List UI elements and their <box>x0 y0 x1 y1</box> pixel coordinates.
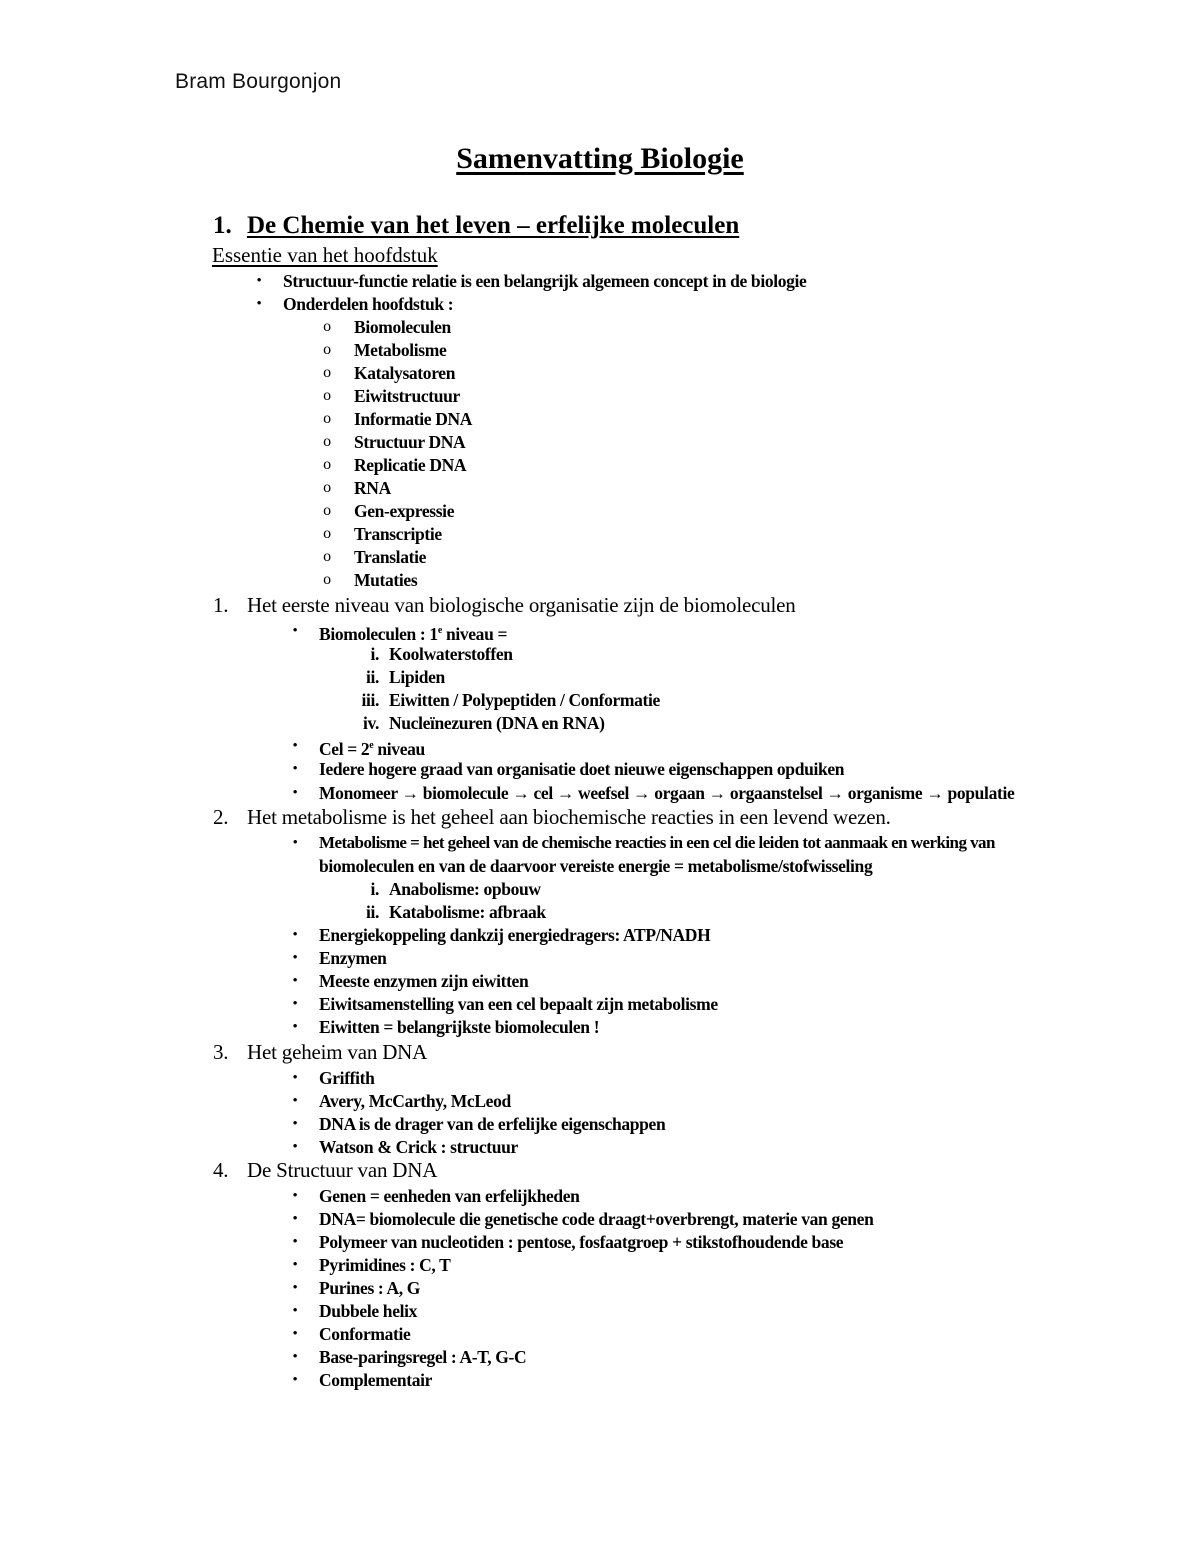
list-item: o Mutaties <box>354 569 417 591</box>
list-item: • Eiwitten = belangrijkste biomoleculen ! <box>319 1016 599 1038</box>
bullet-icon: • <box>292 996 298 1012</box>
bullet-icon: • <box>292 1019 298 1035</box>
list-item: • Biomoleculen : 1e niveau = <box>319 620 507 645</box>
bullet-icon: • <box>292 1116 298 1132</box>
list-item: o Gen-expressie <box>354 500 454 522</box>
list-item: • Cel = $2^e$ niveau <box>319 735 425 760</box>
list-item: • Eiwitsamenstelling van een cel bepaalt zijn metabolisme <box>319 993 718 1015</box>
bullet-icon: • <box>292 950 298 966</box>
chapter-heading <box>213 212 739 240</box>
list-item: • DNA= biomolecule die genetische code draagt+overbrengt, materie van genen <box>319 1208 873 1230</box>
bullet-icon: • <box>292 1139 298 1155</box>
list-item: ii. Lipiden <box>365 667 445 687</box>
list-item: • Base-paringsregel : A-T, G-C <box>319 1346 526 1368</box>
circle-bullet-icon: o <box>323 479 331 496</box>
bullet-icon: • <box>292 1372 298 1388</box>
list-item: • Polymeer van nucleotiden : pentose, fosfaatgroep + stikstofhoudende base <box>319 1231 843 1253</box>
document-title: Samenvatting Biologie <box>456 142 744 175</box>
header-author: Bram Bourgonjon <box>175 70 342 93</box>
list-item: • Conformatie <box>319 1323 410 1345</box>
list-item: i. Anabolisme: opbouw <box>370 879 541 899</box>
circle-bullet-icon: o <box>323 456 331 473</box>
list-item: • Griffith <box>319 1067 375 1089</box>
bullet-icon: • <box>292 1326 298 1342</box>
list-item: iv. Nucleïnezuren (DNA en RNA) <box>363 713 605 733</box>
bullet-icon: • <box>292 738 298 754</box>
bullet-icon: • <box>292 623 298 639</box>
list-item-continuation: biomoleculen en van de daarvoor vereiste energie = metabolisme/stofwisseling <box>319 856 873 876</box>
essence-heading: Essentie van het hoofdstuk <box>212 243 438 267</box>
circle-bullet-icon: o <box>323 502 331 519</box>
bullet-icon: • <box>292 1234 298 1250</box>
list-item: o Biomoleculen <box>354 316 451 338</box>
bullet-icon: • <box>292 973 298 989</box>
bullet-icon: • <box>292 1070 298 1086</box>
circle-bullet-icon: o <box>323 433 331 450</box>
circle-bullet-icon: o <box>323 387 331 404</box>
list-item: o Eiwitstructuur <box>354 385 460 407</box>
section-heading: 3. Het geheim van DNA <box>213 1040 428 1064</box>
circle-bullet-icon: o <box>323 571 331 588</box>
bullet-icon: • <box>292 1188 298 1204</box>
bullet-icon: • <box>292 927 298 943</box>
list-item: • Genen = eenheden van erfelijkheden <box>319 1185 580 1207</box>
list-item: • Avery, McCarthy, McLeod <box>319 1090 511 1112</box>
bullet-icon: • <box>292 1211 298 1227</box>
bullet-icon: • <box>292 1093 298 1109</box>
list-item: • Enzymen <box>319 947 387 969</box>
list-item: • Iedere hogere graad van organisatie doet nieuwe eigenschappen opduiken <box>319 758 844 780</box>
section-heading: 1. Het eerste niveau van biologische organisatie zijn de biomoleculen <box>213 593 796 617</box>
list-item: o Katalysatoren <box>354 362 455 384</box>
circle-bullet-icon: o <box>323 364 331 381</box>
list-item: • Meeste enzymen zijn eiwitten <box>319 970 528 992</box>
list-item: • Watson & Crick : structuur <box>319 1136 518 1158</box>
list-item: • Structuur-functie relatie is een belangrijk algemeen concept in de biologie <box>283 270 806 292</box>
list-item: • Dubbele helix <box>319 1300 417 1322</box>
list-item: ii. Katabolisme: afbraak <box>365 902 546 922</box>
list-item: • Energiekoppeling dankzij energiedragers: ATP/NADH <box>319 924 710 946</box>
list-item: o RNA <box>354 477 391 499</box>
bullet-icon: • <box>292 1280 298 1296</box>
list-item: o Replicatie DNA <box>354 454 466 476</box>
circle-bullet-icon: o <box>323 548 331 565</box>
circle-bullet-icon: o <box>323 318 331 335</box>
list-item: • Onderdelen hoofdstuk : <box>283 293 453 315</box>
bullet-icon: • <box>292 785 298 801</box>
list-item: o Transcriptie <box>354 523 442 545</box>
section-heading: 2. Het metabolisme is het geheel aan biochemische reacties in een levend wezen. <box>213 805 891 829</box>
circle-bullet-icon: o <box>323 341 331 358</box>
bullet-icon: • <box>292 1257 298 1273</box>
list-item: • Metabolisme = het geheel van de chemische reacties in een cel die leiden tot aanmaak en werking van <box>319 832 995 854</box>
list-item: o Metabolisme <box>354 339 446 361</box>
list-item: • DNA is de drager van de erfelijke eigenschappen <box>319 1113 665 1135</box>
list-item: o Translatie <box>354 546 426 568</box>
list-item: • Purines : A, G <box>319 1277 420 1299</box>
chapter-title: De Chemie van het leven – erfelijke moleculen <box>247 212 740 239</box>
bullet-icon: • <box>256 296 262 312</box>
bullet-icon: • <box>292 835 298 851</box>
list-item: i. Koolwaterstoffen <box>370 644 513 664</box>
circle-bullet-icon: o <box>323 525 331 542</box>
bullet-icon: • <box>292 761 298 777</box>
list-item: • Pyrimidines : C, T <box>319 1254 450 1276</box>
section-heading: 4. De Structuur van DNA <box>213 1158 438 1182</box>
bullet-icon: • <box>256 273 262 289</box>
list-item: • Monomeer → biomolecule → cel → weefsel → orgaan → orgaanstelsel → organisme → populatie <box>319 782 1014 804</box>
list-item: o Structuur DNA <box>354 431 465 453</box>
list-item: o Informatie DNA <box>354 408 472 430</box>
list-item: • Complementair <box>319 1369 432 1391</box>
bullet-icon: • <box>292 1303 298 1319</box>
list-item: iii. Eiwitten / Polypeptiden / Conformatie <box>361 690 660 710</box>
chapter-number: 1. <box>213 212 232 239</box>
bullet-icon: • <box>292 1349 298 1365</box>
circle-bullet-icon: o <box>323 410 331 427</box>
